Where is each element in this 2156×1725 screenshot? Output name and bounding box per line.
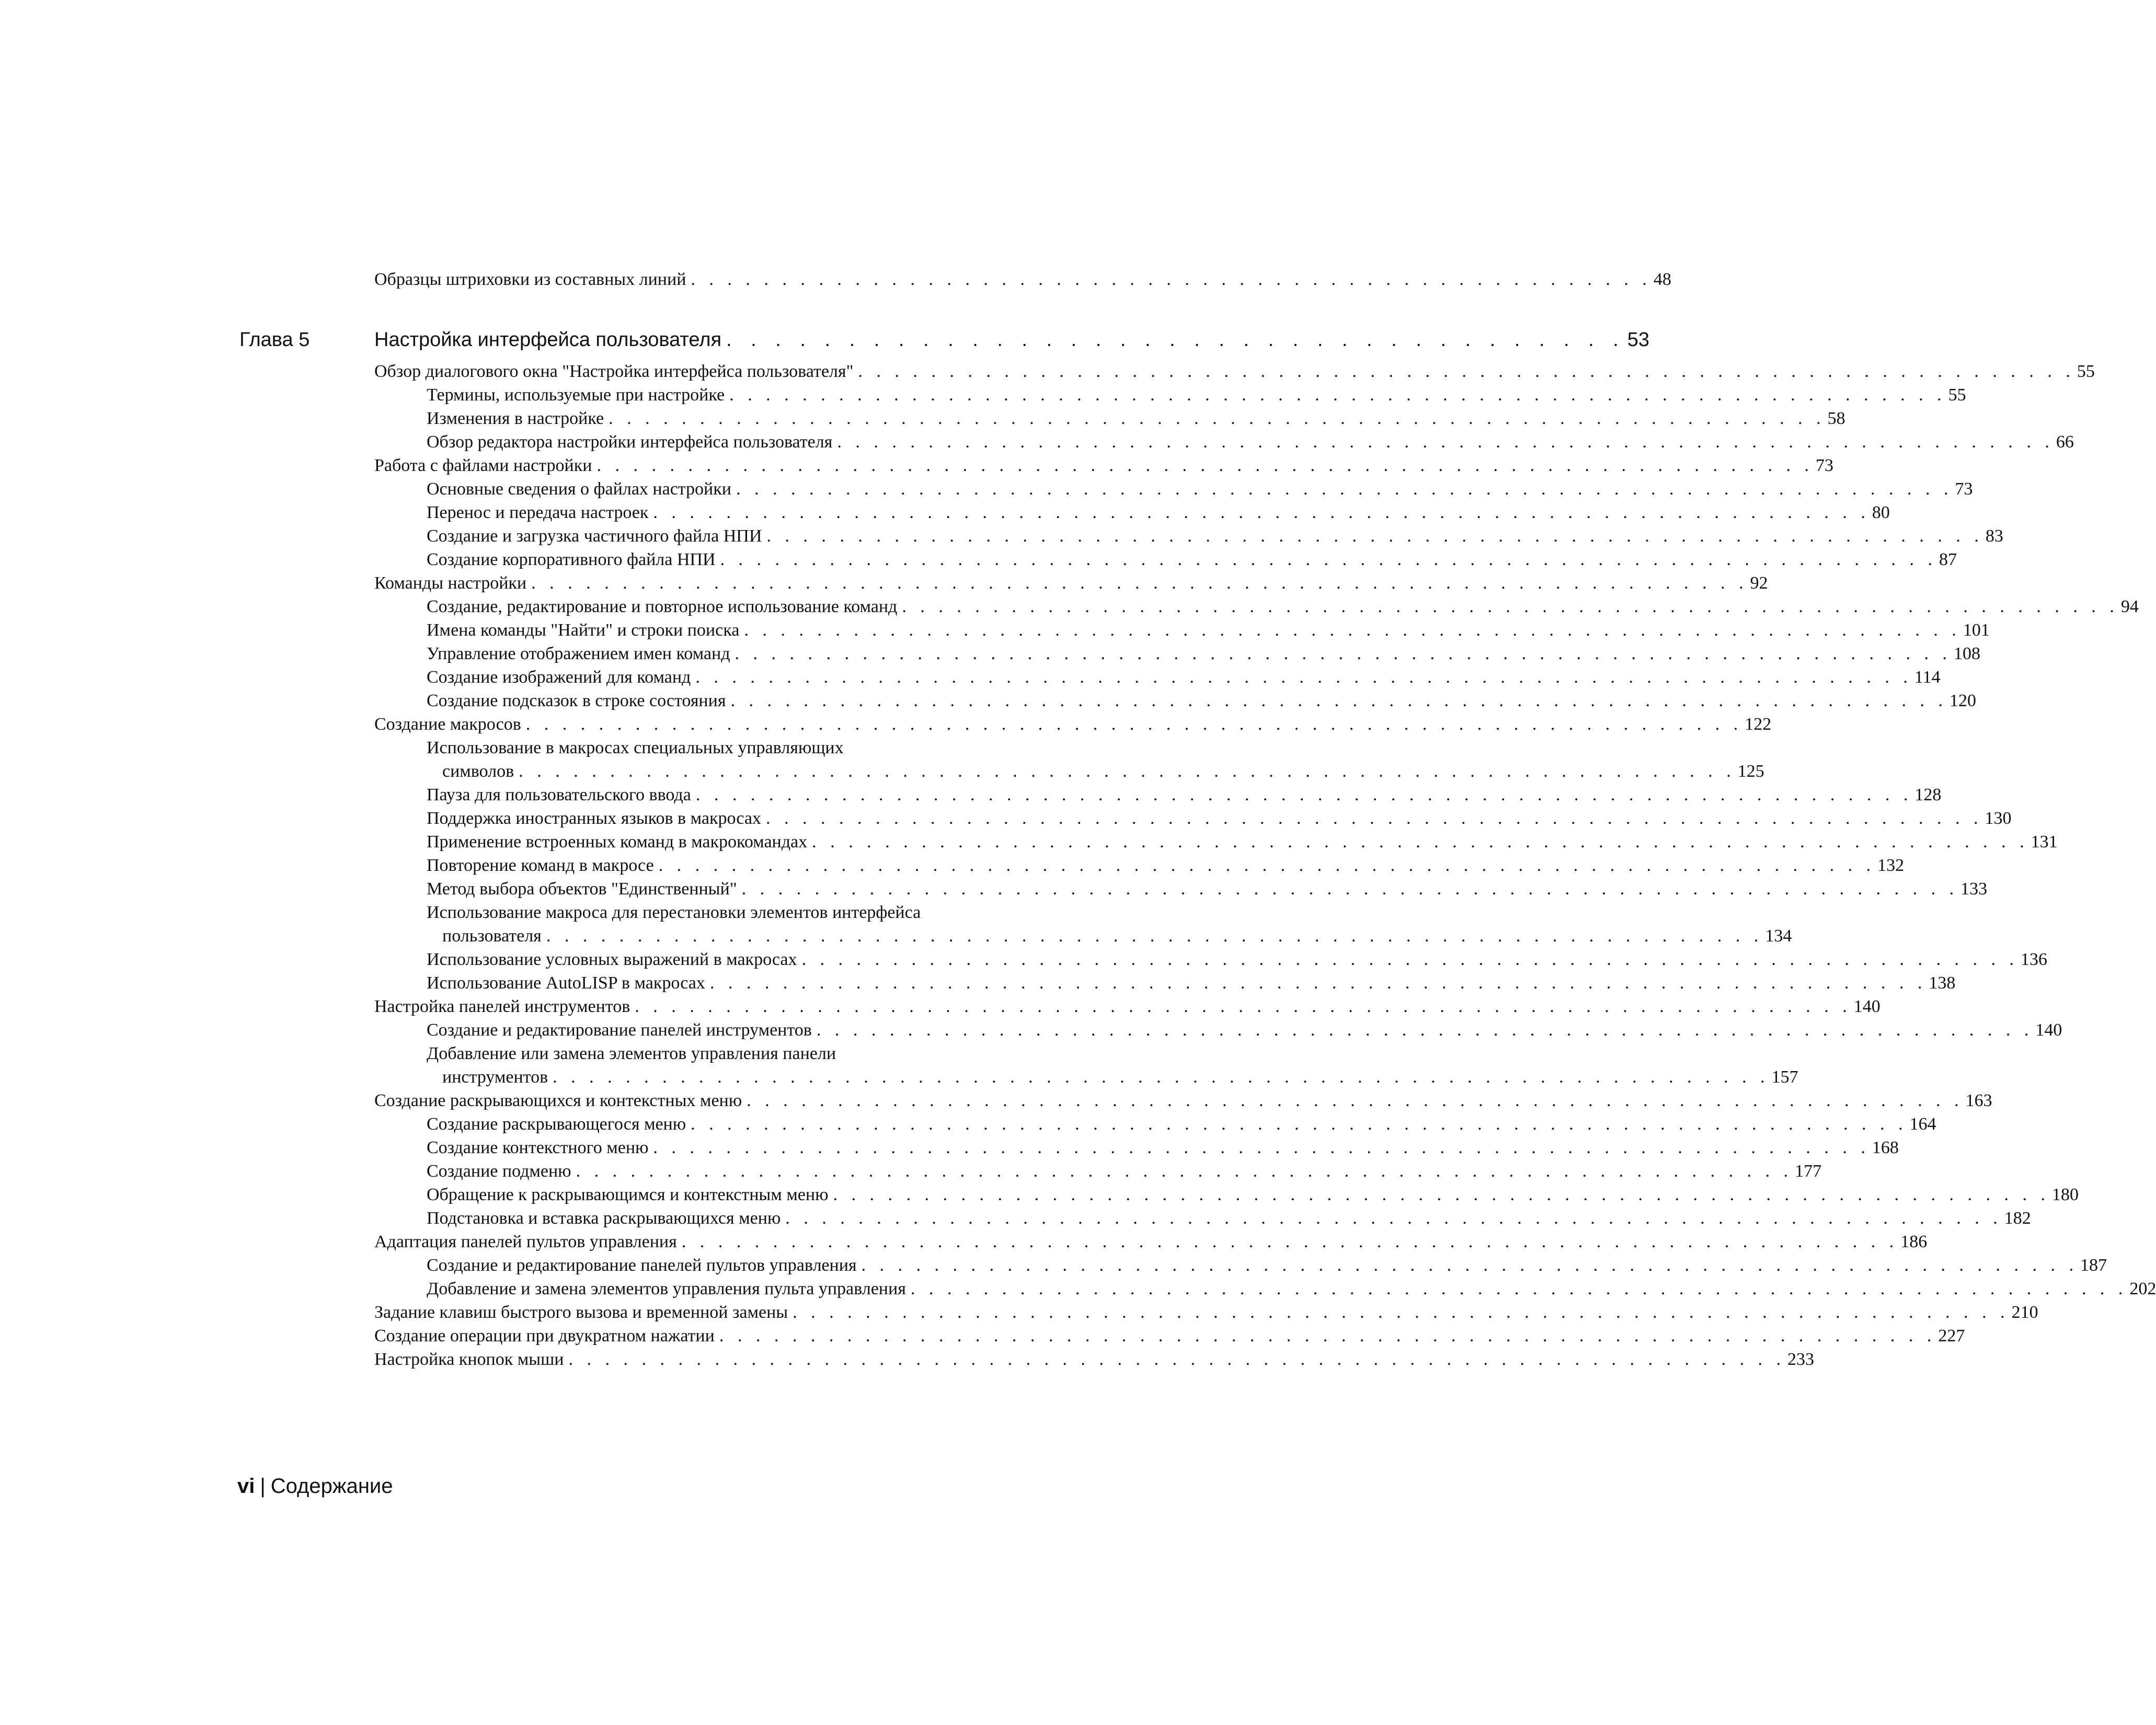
toc-top-entry bbox=[374, 268, 1671, 291]
toc-entry-page: 131 bbox=[2031, 832, 2058, 852]
toc-leader-dots: . . . . . . . . . . . . . . . . . . . . . . . . . . . . . . . . . . . . . . . . . . . . . . . . . . . . . . . . . . . . . . . . . . . bbox=[837, 432, 2054, 452]
toc-entry-page: 233 bbox=[1787, 1350, 1814, 1369]
toc-entry[interactable] bbox=[374, 1301, 2038, 1324]
toc-subentry-title-line1[interactable]: Использование в макросах специальных управляющих bbox=[427, 738, 844, 757]
toc-entry[interactable] bbox=[374, 995, 1880, 1018]
toc-entry-title: Обзор диалогового окна "Настройка интерфейса пользователя" bbox=[374, 362, 854, 381]
chapter-title-row[interactable] bbox=[374, 325, 1650, 354]
toc-subentry[interactable] bbox=[374, 1183, 2079, 1206]
toc-entry-page: 114 bbox=[1914, 668, 1941, 687]
toc-leader-dots: . . . . . . . . . . . . . . . . . . . . . . . . . . . . . . . . . . . . . . . . . . . . . . . . . . . . . . . . . . . . . . . . . . . bbox=[609, 409, 1826, 428]
toc-entry[interactable] bbox=[374, 712, 1772, 736]
toc-entry-title: Адаптация панелей пультов управления bbox=[374, 1232, 677, 1251]
toc-entry-title: Создание операции при двукратном нажатии bbox=[374, 1326, 715, 1346]
page-footer bbox=[237, 1473, 393, 1499]
toc-subentry[interactable] bbox=[374, 689, 1976, 712]
toc-entry-page: 130 bbox=[1985, 809, 2012, 828]
toc-entry-page: 133 bbox=[1960, 879, 1988, 899]
toc-list bbox=[374, 360, 2156, 1371]
toc-leader-dots: . . . . . . . . . . . . . . . . . . . . . . . . . . . . . . . . . . . . . . . . . . . . . . . . . . . . . . . . . . . . . . . . . . . bbox=[736, 479, 1953, 499]
toc-leader-dots: . . . . . . . . . . . . . . . . . . . . . . . . . . . . . . . . . . . . . . . . . . . . . . . . . . . . . bbox=[691, 270, 1652, 289]
toc-entry-page: 180 bbox=[2052, 1185, 2079, 1204]
toc-leader-dots: . . . . . . . . . . . . . . . . . . . . . . . . . . . . . . . . . . . . . . . . . . . . . . . . . . . . . . . . . . . . . . . . . . . bbox=[744, 620, 1961, 640]
toc-entry-page: 122 bbox=[1745, 715, 1772, 734]
toc-entry-title: Использование AutoLISP в макросах bbox=[427, 973, 705, 993]
toc-entry-title: Создание и редактирование панелей пультов управления bbox=[427, 1256, 857, 1275]
toc-subentry[interactable] bbox=[374, 430, 2074, 454]
toc-subentry[interactable] bbox=[374, 971, 1956, 995]
chapter-title: Настройка интерфейса пользователя bbox=[374, 329, 722, 351]
toc-entry[interactable] bbox=[374, 1348, 1814, 1371]
toc-entry-page: 136 bbox=[2021, 950, 2048, 969]
toc-entry-page: 168 bbox=[1872, 1138, 1899, 1157]
toc-entry-title: Задание клавиш быстрого вызова и временной замены bbox=[374, 1303, 788, 1322]
toc-leader-dots: . . . . . . . . . . . . . . . . . . . . . . . . . . . . . . . . . . . . . . . . . . . . . . . . . . . . . . . . . . . . . . . . . . . bbox=[765, 809, 1983, 828]
toc-leader-dots: . . . . . . . . . . . . . . . . . . . . . . . . . . . . . . . . . . . . . . . . . . . . . . . . . . . . . . . . . . . . . . . . . . . bbox=[709, 973, 1927, 993]
toc-entry-page: 58 bbox=[1827, 409, 1845, 428]
toc-leader-dots: . . . . . . . . . . . . . . . . . . . . . . . . . . . . . . . . . . . . . . . . . . . . . . . . . . . . . . . . . . . . . . . . . . . bbox=[801, 950, 2019, 969]
toc-entry[interactable] bbox=[374, 268, 1671, 291]
toc-subentry[interactable] bbox=[374, 760, 1764, 783]
toc-leader-dots: . . . . . . . . . . . . . . . . . . . . . . . . . . . . . . . . . . . . . . . . . . . . . . . . . . . . . . . . . . . . . . . . . . . bbox=[553, 1067, 1770, 1087]
toc-entry-title: Настройка кнопок мыши bbox=[374, 1350, 564, 1369]
toc-entry-page: 80 bbox=[1872, 503, 1890, 522]
toc-leader-dots: . . . . . . . . . . . . . . . . . . . . . . . . . . . . . . . . . . . . . . . . . . . . . . . . . . . . . . . . . . . . . . . . . . . bbox=[681, 1232, 1899, 1251]
toc-leader-dots: . . . . . . . . . . . . . . . . . . . . . . . . . . . . . . . . . . . . . . . . . . . . . . . . . . . . . . . . . . . . . . . . . . . bbox=[720, 550, 1937, 569]
chapter-page: 53 bbox=[1627, 329, 1650, 351]
toc-entry[interactable] bbox=[374, 1324, 1965, 1348]
toc-entry-title: Образцы штриховки из составных линий bbox=[374, 270, 686, 289]
toc-subentry[interactable] bbox=[374, 1159, 1822, 1183]
toc-entry[interactable] bbox=[374, 360, 2095, 383]
toc-entry-title: Изменения в настройке bbox=[427, 409, 604, 428]
toc-subentry[interactable] bbox=[374, 595, 2139, 618]
toc-leader-dots: . . . . . . . . . . . . . . . . . . . . . . . . . . . . . . . . . . . . . . . . . . . . . . . . . . . . . . . . . . . . . . . . . . . bbox=[576, 1162, 1793, 1181]
toc-entry-title: Добавление и замена элементов управления пульта управления bbox=[427, 1279, 906, 1298]
toc-entry-page: 140 bbox=[1853, 997, 1880, 1016]
toc-entry-page: 108 bbox=[1954, 644, 1981, 663]
toc-entry-title: Подстановка и вставка раскрывающихся меню bbox=[427, 1209, 781, 1228]
toc-leader-dots: . . . . . . . . . . . . . . . . . . . . . . . . . . . . . . . . . . . . . . . . . . . . . . . . . . . . . . . . . . . . . . . . . . . bbox=[858, 362, 2075, 381]
toc-entry-title: Обращение к раскрывающимся и контекстным меню bbox=[427, 1185, 829, 1204]
toc-subentry[interactable] bbox=[374, 1136, 1899, 1159]
toc-entry-page: 101 bbox=[1963, 620, 1990, 640]
toc-entry-page: 210 bbox=[2011, 1303, 2038, 1322]
toc-leader-dots: . . . . . . . . . . . . . . . . . . . . . . . . . . . . . . . . . . . . . . . . . . . . . . . . . . . . . . . . . . . . . . . . . . . bbox=[695, 785, 1913, 804]
toc-entry-page: 120 bbox=[1949, 691, 1976, 710]
toc-leader-dots: . . . . . . . . . . . . . . . . . . . . . . . . . . . . . . . . . . . . . bbox=[726, 329, 1625, 351]
toc-entry-title: Создание контекстного меню bbox=[427, 1138, 649, 1157]
toc-entry-page: 83 bbox=[1985, 526, 2003, 546]
toc-entry-page: 186 bbox=[1900, 1232, 1928, 1251]
toc-entry-page: 48 bbox=[1653, 270, 1671, 289]
toc-entry-page: 177 bbox=[1795, 1162, 1822, 1181]
toc-subentry[interactable] bbox=[374, 1277, 2156, 1301]
toc-entry-page: 73 bbox=[1955, 479, 1973, 499]
toc-entry-title: Создание раскрывающихся и контекстных меню bbox=[374, 1091, 742, 1110]
toc-leader-dots: . . . . . . . . . . . . . . . . . . . . . . . . . . . . . . . . . . . . . . . . . . . . . . . . . . . . . . . . . . . . . . . . . . . bbox=[658, 856, 1876, 875]
toc-entry-title: Основные сведения о файлах настройки bbox=[427, 479, 731, 499]
toc-subentry[interactable] bbox=[374, 501, 1890, 524]
toc-leader-dots: . . . . . . . . . . . . . . . . . . . . . . . . . . . . . . . . . . . . . . . . . . . . . . . . . . . . . . . . . . . . . . . . . . . bbox=[695, 668, 1912, 687]
toc-entry[interactable] bbox=[374, 1230, 1928, 1254]
toc-leader-dots: . . . . . . . . . . . . . . . . . . . . . . . . . . . . . . . . . . . . . . . . . . . . . . . . . . . . . . . . . . . . . . . . . . . bbox=[691, 1114, 1908, 1134]
toc-entry-title: Создание изображений для команд bbox=[427, 668, 691, 687]
toc-entry-title: Создание корпоративного файла НПИ bbox=[427, 550, 716, 569]
toc-entry-page: 128 bbox=[1914, 785, 1942, 804]
toc-leader-dots: . . . . . . . . . . . . . . . . . . . . . . . . . . . . . . . . . . . . . . . . . . . . . . . . . . . . . . . . . . . . . . . . . . . bbox=[902, 597, 2119, 616]
toc-entry-title: Создание и загрузка частичного файла НПИ bbox=[427, 526, 762, 546]
toc-entry-title: Команды настройки bbox=[374, 573, 527, 593]
footer-page-number: vi bbox=[237, 1475, 255, 1498]
toc-subentry[interactable] bbox=[374, 877, 1988, 901]
toc-entry-title: Имена команды "Найти" и строки поиска bbox=[427, 620, 740, 640]
toc-entry-page: 125 bbox=[1737, 762, 1764, 781]
toc-subentry[interactable] bbox=[374, 830, 2058, 854]
toc-entry-title: Создание макросов bbox=[374, 715, 521, 734]
toc-entry-title: Использование условных выражений в макросах bbox=[427, 950, 797, 969]
toc-leader-dots: . . . . . . . . . . . . . . . . . . . . . . . . . . . . . . . . . . . . . . . . . . . . . . . . . . . . . . . . . . . . . . . . . . . bbox=[729, 385, 1946, 405]
toc-entry-page: 164 bbox=[1909, 1114, 1936, 1134]
toc-subentry[interactable] bbox=[374, 548, 1957, 571]
toc-leader-dots: . . . . . . . . . . . . . . . . . . . . . . . . . . . . . . . . . . . . . . . . . . . . . . . . . . . . . . . . . . . . . . . . . . . bbox=[766, 526, 1983, 546]
toc-leader-dots: . . . . . . . . . . . . . . . . . . . . . . . . . . . . . . . . . . . . . . . . . . . . . . . . . . . . . . . . . . . . . . . . . . . bbox=[833, 1185, 2050, 1204]
toc-subentry[interactable] bbox=[374, 948, 2048, 971]
toc-entry-page: 187 bbox=[2080, 1256, 2107, 1275]
toc-entry-page: 55 bbox=[1948, 385, 1966, 405]
toc-leader-dots: . . . . . . . . . . . . . . . . . . . . . . . . . . . . . . . . . . . . . . . . . . . . . . . . . . . . . . . . . . . . . . . . . . . bbox=[793, 1303, 2010, 1322]
toc-leader-dots: . . . . . . . . . . . . . . . . . . . . . . . . . . . . . . . . . . . . . . . . . . . . . . . . . . . . . . . . . . . . . . . . . . . bbox=[812, 832, 2029, 852]
toc-leader-dots: . . . . . . . . . . . . . . . . . . . . . . . . . . . . . . . . . . . . . . . . . . . . . . . . . . . . . . . . . . . . . . . . . . . bbox=[730, 691, 1947, 710]
toc-entry-title: Перенос и передача настроек bbox=[427, 503, 649, 522]
chapter-label: Глава 5 bbox=[239, 329, 310, 351]
toc-leader-dots: . . . . . . . . . . . . . . . . . . . . . . . . . . . . . . . . . . . . . . . . . . . . . . . . . . . . . . . . . . . . . . . . . . . bbox=[519, 762, 1736, 781]
toc-entry-title: Настройка панелей инструментов bbox=[374, 997, 630, 1016]
toc-entry-page: 94 bbox=[2120, 597, 2139, 616]
toc-entry-title-cont: инструментов bbox=[442, 1067, 548, 1087]
toc-subentry[interactable] bbox=[374, 618, 1990, 642]
toc-leader-dots: . . . . . . . . . . . . . . . . . . . . . . . . . . . . . . . . . . . . . . . . . . . . . . . . . . . . . . . . . . . . . . . . . . . bbox=[910, 1279, 2128, 1298]
toc-entry-page: 87 bbox=[1939, 550, 1957, 569]
toc-entry-title: Метод выбора объектов "Единственный" bbox=[427, 879, 737, 899]
toc-entry-title: Термины, используемые при настройке bbox=[427, 385, 725, 405]
toc-leader-dots: . . . . . . . . . . . . . . . . . . . . . . . . . . . . . . . . . . . . . . . . . . . . . . . . . . . . . . . . . . . . . . . . . . . bbox=[719, 1326, 1936, 1346]
toc-entry-page: 92 bbox=[1750, 573, 1768, 593]
toc-subentry[interactable] bbox=[374, 1206, 2031, 1230]
toc-entry-title: Пауза для пользовательского ввода bbox=[427, 785, 691, 804]
footer-section-title: Содержание bbox=[270, 1475, 393, 1498]
toc-leader-dots: . . . . . . . . . . . . . . . . . . . . . . . . . . . . . . . . . . . . . . . . . . . . . . . . . . . . . . . . . . . . . . . . . . . bbox=[816, 1020, 2034, 1040]
toc-subentry-title-line1[interactable]: Использование макроса для перестановки элементов интерфейса bbox=[427, 903, 921, 922]
toc-entry-page: 138 bbox=[1929, 973, 1956, 993]
chapter-heading bbox=[374, 325, 1650, 354]
toc-entry-title: Создание раскрывающегося меню bbox=[427, 1114, 686, 1134]
toc-subentry[interactable] bbox=[374, 807, 2012, 830]
toc-leader-dots: . . . . . . . . . . . . . . . . . . . . . . . . . . . . . . . . . . . . . . . . . . . . . . . . . . . . . . . . . . . . . . . . . . . bbox=[741, 879, 1959, 899]
toc-entry-page: 157 bbox=[1771, 1067, 1798, 1087]
toc-entry-title: Создание подменю bbox=[427, 1162, 571, 1181]
toc-entry-page: 202 bbox=[2129, 1279, 2156, 1298]
toc-subentry[interactable] bbox=[374, 1065, 1798, 1089]
toc-entry-title: Создание, редактирование и повторное использование команд bbox=[427, 597, 898, 616]
toc-entry-title-cont: символов bbox=[442, 762, 514, 781]
toc-entry-title: Работа с файлами настройки bbox=[374, 456, 592, 475]
toc-entry-title-cont: пользователя bbox=[442, 926, 542, 946]
toc-entry-title: Применение встроенных команд в макрокомандах bbox=[427, 832, 808, 852]
toc-entry[interactable] bbox=[374, 1089, 1992, 1112]
toc-entry-page: 163 bbox=[1965, 1091, 1992, 1110]
toc-entry-page: 66 bbox=[2056, 432, 2074, 452]
toc-entry-title: Создание подсказок в строке состояния bbox=[427, 691, 726, 710]
toc-entry-page: 55 bbox=[2077, 362, 2095, 381]
toc-entry-page: 227 bbox=[1938, 1326, 1965, 1346]
toc-leader-dots: . . . . . . . . . . . . . . . . . . . . . . . . . . . . . . . . . . . . . . . . . . . . . . . . . . . . . . . . . . . . . . . . . . . bbox=[531, 573, 1748, 593]
toc-subentry[interactable] bbox=[374, 383, 1966, 407]
toc-leader-dots: . . . . . . . . . . . . . . . . . . . . . . . . . . . . . . . . . . . . . . . . . . . . . . . . . . . . . . . . . . . . . . . . . . . bbox=[861, 1256, 2079, 1275]
toc-subentry[interactable] bbox=[374, 524, 2003, 548]
toc-leader-dots: . . . . . . . . . . . . . . . . . . . . . . . . . . . . . . . . . . . . . . . . . . . . . . . . . . . . . . . . . . . . . . . . . . . bbox=[525, 715, 1743, 734]
toc-entry-title: Поддержка иностранных языков в макросах bbox=[427, 809, 761, 828]
toc-subentry[interactable] bbox=[374, 1254, 2107, 1277]
toc-entry-title: Обзор редактора настройки интерфейса пользователя bbox=[427, 432, 833, 452]
footer-separator: | bbox=[260, 1475, 266, 1498]
toc-entry-title: Создание и редактирование панелей инструментов bbox=[427, 1020, 812, 1040]
toc-entry-title: Повторение команд в макросе bbox=[427, 856, 654, 875]
toc-entry-title: Управление отображением имен команд bbox=[427, 644, 730, 663]
toc-subentry[interactable] bbox=[374, 783, 1942, 807]
toc-leader-dots: . . . . . . . . . . . . . . . . . . . . . . . . . . . . . . . . . . . . . . . . . . . . . . . . . . . . . . . . . . . . . . . . . . . bbox=[747, 1091, 1964, 1110]
toc-leader-dots: . . . . . . . . . . . . . . . . . . . . . . . . . . . . . . . . . . . . . . . . . . . . . . . . . . . . . . . . . . . . . . . . . . . bbox=[546, 926, 1763, 946]
toc-leader-dots: . . . . . . . . . . . . . . . . . . . . . . . . . . . . . . . . . . . . . . . . . . . . . . . . . . . . . . . . . . . . . . . . . . . bbox=[568, 1350, 1785, 1369]
toc-subentry[interactable] bbox=[374, 665, 1941, 689]
toc-subentry[interactable] bbox=[374, 924, 1792, 948]
toc-entry-page: 73 bbox=[1815, 456, 1833, 475]
toc-leader-dots: . . . . . . . . . . . . . . . . . . . . . . . . . . . . . . . . . . . . . . . . . . . . . . . . . . . . . . . . . . . . . . . . . . . bbox=[785, 1209, 2002, 1228]
toc-entry-page: 132 bbox=[1877, 856, 1905, 875]
toc-subentry[interactable] bbox=[374, 477, 1973, 501]
toc-subentry[interactable] bbox=[374, 407, 1845, 430]
toc-subentry[interactable] bbox=[374, 642, 1981, 665]
toc-leader-dots: . . . . . . . . . . . . . . . . . . . . . . . . . . . . . . . . . . . . . . . . . . . . . . . . . . . . . . . . . . . . . . . . . . . bbox=[653, 1138, 1870, 1157]
toc-entry-page: 182 bbox=[2004, 1209, 2031, 1228]
toc-leader-dots: . . . . . . . . . . . . . . . . . . . . . . . . . . . . . . . . . . . . . . . . . . . . . . . . . . . . . . . . . . . . . . . . . . . bbox=[653, 503, 1870, 522]
toc-entry[interactable] bbox=[374, 454, 1833, 477]
toc-subentry[interactable] bbox=[374, 854, 1905, 877]
toc-entry-page: 140 bbox=[2035, 1020, 2062, 1040]
toc-leader-dots: . . . . . . . . . . . . . . . . . . . . . . . . . . . . . . . . . . . . . . . . . . . . . . . . . . . . . . . . . . . . . . . . . . . bbox=[735, 644, 1952, 663]
toc-subentry[interactable] bbox=[374, 1018, 2062, 1042]
toc-entry[interactable] bbox=[374, 571, 1768, 595]
toc-subentry-title-line1[interactable]: Добавление или замена элементов управления панели bbox=[427, 1044, 836, 1063]
toc-leader-dots: . . . . . . . . . . . . . . . . . . . . . . . . . . . . . . . . . . . . . . . . . . . . . . . . . . . . . . . . . . . . . . . . . . . bbox=[635, 997, 1852, 1016]
toc-subentry[interactable] bbox=[374, 1112, 1936, 1136]
toc-entry-page: 134 bbox=[1765, 926, 1792, 946]
toc-leader-dots: . . . . . . . . . . . . . . . . . . . . . . . . . . . . . . . . . . . . . . . . . . . . . . . . . . . . . . . . . . . . . . . . . . . bbox=[597, 456, 1814, 475]
